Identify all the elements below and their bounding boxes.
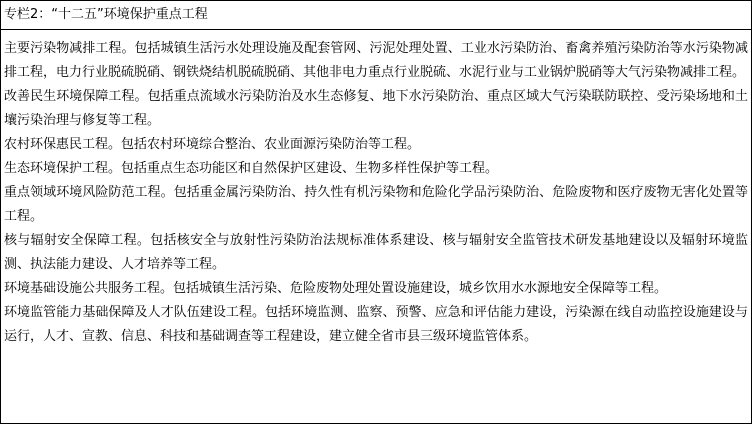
paragraph-ecological-protection: 生态环境保护工程。包括重点生态功能区和自然保护区建设、生物多样性保护等工程。 (4, 161, 499, 176)
paragraph-nuclear-safety: 核与辐射安全保障工程。包括核安全与放射性污染防治法规标准体系建设、核与辐射安全监管技术研发基地建设以及辐射环境监测、执法能力建设、人才培养等工程。 (4, 233, 748, 272)
paragraph-infrastructure: 环境基础设施公共服务工程。包括城镇生活污染、危险废物处理处置设施建设，城乡饮用水水源地安全保障等工程。 (4, 281, 668, 296)
paragraph-emission-reduction: 主要污染物减排工程。包括城镇生活污水处理设施及配套管网、污泥处理处置、工业水污染防治、畜禽养殖污染防治等水污染物减排工程，电力行业脱硫脱硝、钢铁烧结机脱硫脱硝、其他非电力重点行业脱硫、水泥行业与工业锅炉脱硝等大气污染物减排工程。 (4, 41, 748, 80)
paragraph-supervision-capacity: 环境监管能力基础保障及人才队伍建设工程。包括环境监测、监察、预警、应急和评估能力建设，污染源在线自动监控设施建设与运行，人才、宣教、信息、科技和基础调查等工程建设，建立健全省市县三级环境监管体系。 (4, 305, 748, 344)
paragraph-livelihood-protection: 改善民生环境保障工程。包括重点流域水污染防治及水生态修复、地下水污染防治、重点区域大气污染联防联控、受污染场地和土壤污染治理与修复等工程。 (4, 89, 748, 128)
column-body (1, 30, 751, 349)
column-title: 专栏2：“十二五”环境保护重点工程 (1, 1, 751, 30)
paragraph-risk-prevention: 重点领域环境风险防范工程。包括重金属污染防治、持久性有机污染物和危险化学品污染防治、危险废物和医疗废物无害化处置等工程。 (4, 185, 748, 224)
paragraph-rural-protection: 农村环保惠民工程。包括农村环境综合整治、农业面源污染防治等工程。 (4, 137, 421, 152)
